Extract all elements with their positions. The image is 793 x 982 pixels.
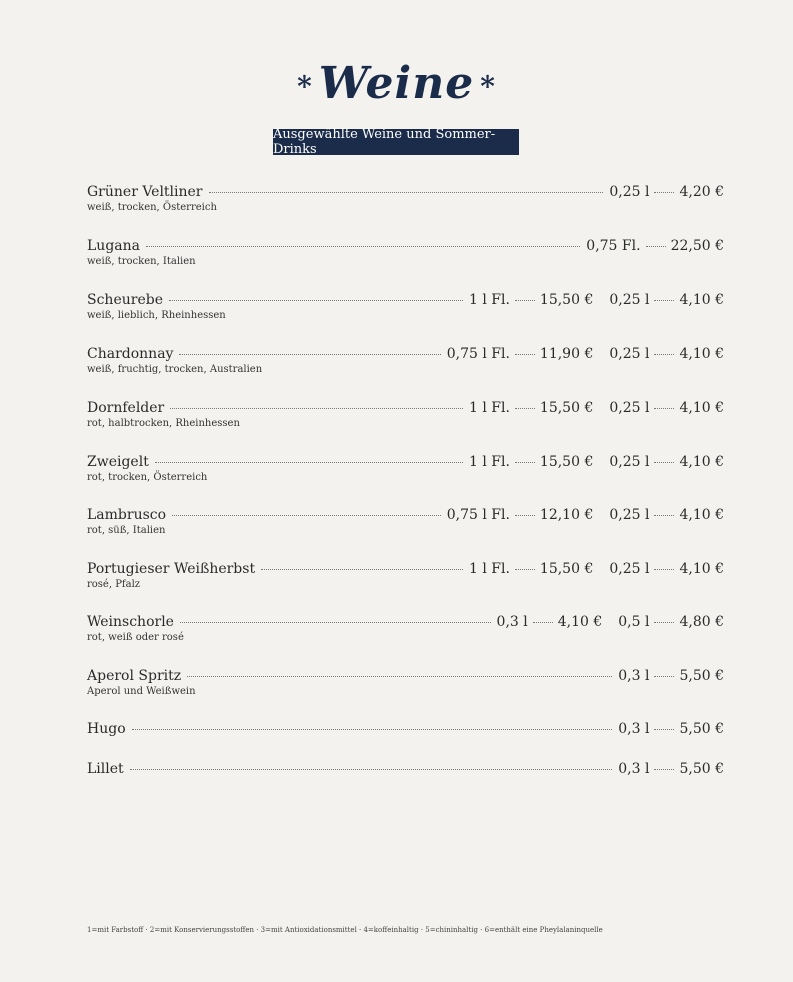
item-volume: 0,3 l: [618, 761, 650, 777]
price-option-large: [447, 507, 594, 523]
item-name: Hugo: [87, 721, 126, 737]
item-description: rot, trocken, Österreich: [87, 472, 208, 483]
menu-item-line: [87, 238, 724, 254]
menu-item: [87, 721, 724, 737]
item-name: Aperol Spritz: [87, 668, 182, 684]
price-dots: [515, 300, 535, 301]
price-dots: [654, 354, 674, 355]
menu-item-line: [87, 454, 724, 470]
item-description: weiß, lieblich, Rheinhessen: [87, 310, 226, 321]
item-description: rot, weiß oder rosé: [87, 632, 184, 643]
leader-dots: [132, 729, 613, 730]
leader-dots: [179, 354, 440, 355]
price-option-large: [469, 454, 593, 470]
page-title: [0, 58, 793, 109]
item-volume: 0,75 l Fl.: [446, 346, 510, 362]
price-group: [447, 346, 724, 362]
item-price: 22,50 €: [670, 238, 724, 254]
menu-item: [87, 507, 724, 536]
item-price: 4,10 €: [557, 614, 603, 630]
price-dots: [646, 246, 666, 247]
item-name: Weinschorle: [87, 614, 174, 630]
item-name: Scheurebe: [87, 292, 163, 308]
price-dots: [515, 408, 535, 409]
subtitle-banner: Ausgewählte Weine und Sommer-Drinks: [273, 129, 519, 155]
item-volume: 0,25 l: [609, 507, 650, 523]
menu-item-line: [87, 668, 724, 684]
item-price: 15,50 €: [539, 400, 594, 416]
leader-dots: [146, 246, 580, 247]
item-volume: 1 l Fl.: [468, 400, 510, 416]
item-price: 4,10 €: [679, 454, 724, 470]
menu-item: [87, 238, 724, 267]
price-group: [618, 668, 724, 684]
item-name: Lambrusco: [87, 507, 167, 523]
footer-note: 1=mit Farbstoff · 2=mit Konservierungsstoffen · 3=mit Antioxidationsmittel · 4=koffeinhaltig · 5=chininhaltig · 6=enthält eine Pheylalaninquelle: [87, 926, 603, 934]
item-price: 4,10 €: [679, 400, 724, 416]
item-volume: 0,25 l: [609, 561, 650, 577]
item-volume: 0,25 l: [609, 346, 650, 362]
item-price: 15,50 €: [539, 561, 594, 577]
price-option-large: [497, 614, 603, 630]
price-option-small: [609, 561, 724, 577]
star-right-icon: *: [480, 70, 496, 103]
menu-item: [87, 400, 724, 429]
menu-item: [87, 454, 724, 483]
item-name: Zweigelt: [87, 454, 149, 470]
leader-dots: [261, 569, 463, 570]
item-volume: 0,75 Fl.: [586, 238, 641, 254]
item-volume: 0,3 l: [618, 721, 650, 737]
price-option-small: [618, 614, 724, 630]
menu-item-line: [87, 184, 724, 200]
price-option-small: [586, 238, 724, 254]
price-group: [447, 507, 724, 523]
item-volume: 0,3 l: [618, 668, 650, 684]
item-name: Lugana: [87, 238, 140, 254]
item-description: weiß, trocken, Italien: [87, 256, 196, 267]
item-volume: 0,25 l: [609, 400, 650, 416]
price-dots: [515, 462, 535, 463]
menu-item: [87, 184, 724, 213]
item-name: Portugieser Weißherbst: [87, 561, 256, 577]
menu-item-line: [87, 400, 724, 416]
price-option-large: [447, 346, 594, 362]
item-price: 4,10 €: [679, 346, 724, 362]
item-price: 4,10 €: [679, 507, 724, 523]
price-group: [609, 184, 724, 200]
title-text: Weine: [318, 58, 475, 109]
price-option-small: [618, 761, 724, 777]
item-name: Grüner Veltliner: [87, 184, 203, 200]
item-name: Dornfelder: [87, 400, 165, 416]
price-option-small: [609, 184, 724, 200]
price-group: [618, 761, 724, 777]
price-option-small: [609, 507, 724, 523]
item-volume: 0,25 l: [609, 454, 650, 470]
menu-item: [87, 292, 724, 321]
price-dots: [533, 622, 553, 623]
menu-item-line: [87, 561, 724, 577]
item-price: 5,50 €: [679, 668, 724, 684]
leader-dots: [170, 408, 463, 409]
price-dots: [515, 515, 535, 516]
item-price: 15,50 €: [539, 454, 594, 470]
item-volume: 0,25 l: [609, 184, 650, 200]
item-description: weiß, trocken, Österreich: [87, 202, 217, 213]
leader-dots: [209, 192, 604, 193]
item-price: 12,10 €: [539, 507, 594, 523]
item-volume: 0,25 l: [609, 292, 650, 308]
price-option-small: [609, 292, 724, 308]
item-volume: 0,75 l Fl.: [446, 507, 510, 523]
item-price: 5,50 €: [679, 761, 724, 777]
price-dots: [654, 462, 674, 463]
menu-item-line: [87, 507, 724, 523]
item-volume: 1 l Fl.: [468, 454, 510, 470]
price-option-large: [469, 292, 593, 308]
menu-item-line: [87, 292, 724, 308]
item-price: 11,90 €: [539, 346, 594, 362]
item-volume: 0,5 l: [618, 614, 650, 630]
item-price: 4,10 €: [679, 292, 724, 308]
price-dots: [654, 729, 674, 730]
menu-item: [87, 761, 724, 777]
leader-dots: [172, 515, 441, 516]
leader-dots: [130, 769, 613, 770]
price-dots: [654, 300, 674, 301]
price-dots: [654, 515, 674, 516]
item-description: rosé, Pfalz: [87, 579, 141, 590]
menu-item: [87, 614, 724, 643]
price-dots: [654, 408, 674, 409]
price-option-small: [609, 346, 724, 362]
star-left-icon: *: [297, 70, 313, 103]
price-option-large: [469, 561, 593, 577]
menu-item: [87, 561, 724, 590]
price-group: [469, 561, 724, 577]
price-dots: [515, 354, 535, 355]
price-dots: [654, 622, 674, 623]
item-description: Aperol und Weißwein: [87, 686, 196, 697]
price-group: [586, 238, 724, 254]
price-group: [469, 400, 724, 416]
item-volume: 1 l Fl.: [468, 561, 510, 577]
price-group: [469, 292, 724, 308]
item-description: weiß, fruchtig, trocken, Australien: [87, 364, 263, 375]
price-dots: [515, 569, 535, 570]
item-volume: 1 l Fl.: [468, 292, 510, 308]
leader-dots: [155, 462, 463, 463]
menu-item: [87, 668, 724, 697]
price-option-small: [609, 400, 724, 416]
price-dots: [654, 569, 674, 570]
item-volume: 0,3 l: [496, 614, 528, 630]
item-price: 4,80 €: [679, 614, 724, 630]
price-option-small: [618, 721, 724, 737]
item-name: Chardonnay: [87, 346, 174, 362]
item-name: Lillet: [87, 761, 124, 777]
menu-item-line: [87, 761, 724, 777]
item-price: 15,50 €: [539, 292, 594, 308]
price-option-small: [618, 668, 724, 684]
price-dots: [654, 192, 674, 193]
menu-item-line: [87, 614, 724, 630]
price-group: [618, 721, 724, 737]
price-option-small: [609, 454, 724, 470]
item-description: rot, halbtrocken, Rheinhessen: [87, 418, 240, 429]
item-price: 4,20 €: [679, 184, 724, 200]
leader-dots: [180, 622, 491, 623]
leader-dots: [187, 676, 612, 677]
menu-item-line: [87, 346, 724, 362]
price-option-large: [469, 400, 593, 416]
item-description: rot, süß, Italien: [87, 525, 166, 536]
menu-item: [87, 346, 724, 375]
item-price: 5,50 €: [679, 721, 724, 737]
menu-item-line: [87, 721, 724, 737]
price-dots: [654, 676, 674, 677]
item-price: 4,10 €: [679, 561, 724, 577]
price-dots: [654, 769, 674, 770]
price-group: [497, 614, 724, 630]
leader-dots: [169, 300, 463, 301]
price-group: [469, 454, 724, 470]
